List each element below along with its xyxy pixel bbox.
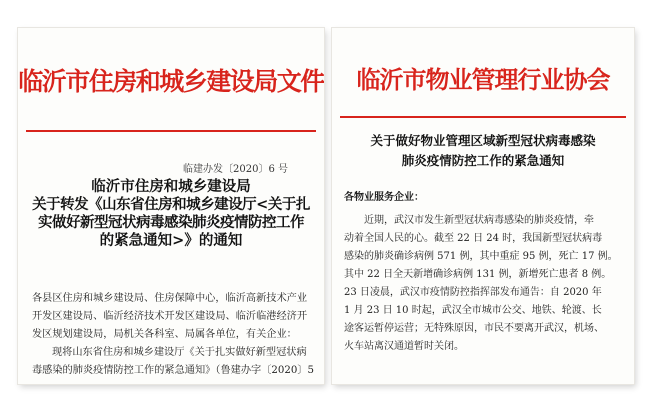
red-divider	[26, 130, 316, 132]
notice-heading	[18, 178, 324, 250]
document-number: 临建办发〔2020〕6 号	[183, 164, 288, 175]
issuer-title: 临沂市物业管理行业协会	[356, 66, 610, 94]
body-line: 开发区建设局、临沂经济技术开发区建设局、临沂临港经济开	[32, 311, 308, 322]
body-line: 各县区住房和城乡建设局、住房保障中心，临沂高新技术产业	[32, 293, 308, 304]
body-line: 23 日凌晨，武汉市疫情防控指挥部发布通告：自 2020 年	[344, 287, 602, 298]
red-divider	[340, 116, 626, 118]
body-line: 火车站离汉通道暂时关闭。	[344, 341, 464, 352]
body-line: 毒感染的肺炎疫情防控工作的紧急通知》（鲁建办字〔2020〕5	[32, 365, 314, 376]
heading-line: 关于转发《山东省住房和城乡建设厅<关于扎	[32, 196, 310, 213]
body-line: 动着全国人民的心。截至 22 日 24 时，我国新型冠状病毒	[344, 233, 603, 244]
body-line: 1 月 23 日 10 时起，武汉全市城市公交、地铁、轮渡、长	[344, 305, 602, 316]
body-line: 其中 22 日全天新增确诊病例 131 例，新增死亡患者 8 例。	[344, 269, 612, 280]
notice-body	[32, 290, 318, 380]
body-line: 感染的肺炎确诊病例 571 例，其中重症 95 例，死亡 17 例。	[344, 251, 618, 262]
body-line: 现将山东省住房和城乡建设厅《关于扎实做好新型冠状病	[52, 347, 307, 358]
heading-line: 肺炎疫情防控工作的紧急通知	[401, 153, 565, 168]
heading-line: 实做好新型冠状病毒感染肺炎疫情防控工作	[38, 214, 304, 231]
notice-body	[344, 212, 628, 356]
notice-heading	[332, 131, 634, 171]
body-line: 发区规划建设局，局机关各科室、局属各单位，有关企业：	[32, 329, 297, 340]
body-line: 途客运暂停运营；无特殊原因，市民不要离开武汉，机场、	[344, 323, 604, 334]
heading-line: 临沂市住房和城乡建设局	[91, 178, 251, 195]
issuer-title: 临沂市住房和城乡建设局文件	[18, 67, 324, 96]
heading-line: 的紧急通知>》的通知	[99, 232, 243, 249]
right-document	[332, 28, 634, 384]
heading-line: 关于做好物业管理区域新型冠状病毒感染	[370, 133, 596, 148]
salutation: 各物业服务企业：	[344, 192, 424, 203]
left-document	[18, 28, 324, 384]
body-line: 近期，武汉市发生新型冠状病毒感染的肺炎疫情，牵	[364, 215, 594, 226]
